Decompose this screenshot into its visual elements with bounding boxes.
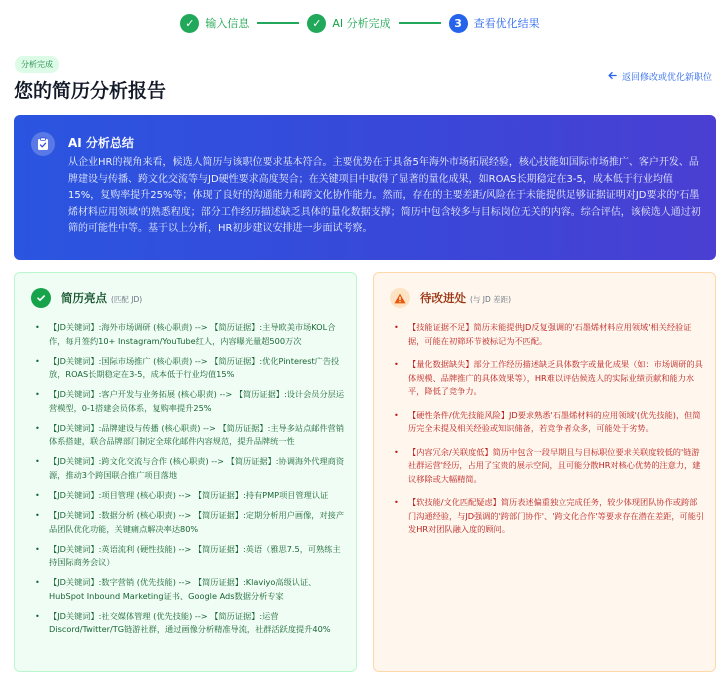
- list-item: • 【JD关键词】:项目管理 (核心职责) --> 【简历证据】:持有PMP项目管理认证: [33, 489, 346, 503]
- list-item: • 【JD关键词】:数字营销 (优先技能) --> 【简历证据】:Klaviyo高级认证、HubSpot Inbound Marketing证书、Google Ads数据分析专家: [33, 576, 346, 603]
- improvements-subtitle: (与 JD 差距): [470, 295, 512, 304]
- warning-icon: [390, 288, 410, 308]
- improvements-list: [392, 321, 705, 547]
- list-item: • 【JD关键词】:跨文化交流与合作 (核心职责) --> 【简历证据】:协调海外代理商资源，推动3个跨国联合推广项目落地: [33, 455, 346, 482]
- check-icon: ✓: [307, 14, 326, 33]
- step-connector: [399, 22, 441, 24]
- list-item: • 【硬性条件/优先技能风险】JD要求熟悉'石墨烯材料的应用领域'(优先技能)，但简历完全未提及相关经验或知识储备，若竞争者众多，可能处于劣势。: [392, 409, 705, 436]
- list-item: • 【JD关键词】:客户开发与业务拓展 (核心职责) --> 【简历证据】:设计会员分层运营模型，0-1搭建会员体系，复购率提升25%: [33, 388, 346, 415]
- step-input-info: [180, 14, 249, 33]
- list-item: • 【JD关键词】:英语流利 (硬性技能) --> 【简历证据】:英语（雅思7.5，可熟练主持国际商务会议）: [33, 543, 346, 570]
- strengths-subtitle: (匹配 JD): [111, 295, 143, 304]
- list-item: • 【技能证据不足】简历未能提供JD反复强调的'石墨烯材料应用领域'相关经验证据，可能在初筛环节被标记为不匹配。: [392, 321, 705, 348]
- list-item: • 【JD关键词】:数据分析 (核心职责) --> 【简历证据】:定期分析用户画像，对接产品团队优化功能，关键痛点解决率达80%: [33, 509, 346, 536]
- check-icon: ✓: [180, 14, 199, 33]
- list-item: • 【量化数据缺失】部分工作经历描述缺乏具体数字或量化成果（如：市场调研的具体规模、品牌推广的具体效果等），HR难以评估候选人的实际业绩贡献和能力水平，降低了竞争力。: [392, 358, 705, 399]
- strengths-list: [33, 321, 346, 643]
- back-link-label: 返回修改或优化新职位: [621, 73, 712, 83]
- clipboard-check-icon: [31, 132, 55, 156]
- step-label: AI 分析完成: [332, 17, 391, 30]
- list-item: • 【JD关键词】:品牌建设与传播 (核心职责) --> 【简历证据】:主导多站点邮件营销体系搭建，联合品牌部门制定全球化邮件内容规范，提升品牌统一性: [33, 422, 346, 449]
- step-label: 输入信息: [205, 17, 250, 30]
- improvements-header: [390, 288, 511, 308]
- arrow-left-icon: [608, 71, 617, 83]
- ai-summary-card: [14, 115, 716, 260]
- list-item: • 【JD关键词】:国际市场推广 (核心职责) --> 【简历证据】:优化Pinterest广告投放，ROAS长期稳定在3-5，成本低于行业均值15%: [33, 355, 346, 382]
- list-item: • 【JD关键词】:社交媒体管理 (优先技能) --> 【简历证据】:运营Discord/Twitter/TG链游社群，通过画像分析精准导流，社群活跃度提升40%: [33, 610, 346, 637]
- progress-stepper: [0, 10, 720, 36]
- strengths-card: [14, 272, 357, 672]
- status-badge: 分析完成: [15, 56, 59, 73]
- summary-title: AI 分析总结: [68, 136, 134, 150]
- list-item: • 【内容冗余/关联度低】简历中包含一段早期且与目标职位要求关联度较低的'链游社群运营'经历，占用了宝贵的展示空间，且可能分散HR对核心优势的注意力，建议移除或大幅精简。: [392, 446, 705, 487]
- step-connector: [257, 22, 299, 24]
- step-label: 查看优化结果: [473, 17, 540, 30]
- improvements-card: [373, 272, 716, 672]
- back-link[interactable]: [608, 70, 712, 83]
- list-item: • 【软技能/文化匹配疑虑】简历表述偏重独立完成任务，较少体现团队协作或跨部门沟通经验，与JD强调的'跨部门协作'、'跨文化合作'等要求存在潜在差距，可能引发HR对团队融入度的顾问。: [392, 496, 705, 537]
- summary-text: 从企业HR的视角来看，候选人简历与该职位要求基本符合。主要优势在于具备5年海外市场拓展经验，核心技能如国际市场推广、客户开发、品牌建设与传播、跨文化交流等与JD硬性要求高度契合；在关键项目中取得了显著的量化成果，如ROAS长期稳定在3-5，成本低于行业均值15%，复购率提升25%等；体现了良好的沟通能力和跨文化协作能力。然而，存在的主要差距/风险在于未能提供足够证据证明对JD要求的'石墨烯材料应用领域'的熟悉程度；部分工作经历描述缺乏具体的量化数据支撑；简历中包含较多与目标岗位无关的内容。综合评估，该候选人通过初筛的可能性中等。基于以上分析，HR初步建议安排进一步面试考察。: [68, 157, 701, 234]
- page-title: 您的简历分析报告: [14, 80, 167, 102]
- step-number: 3: [449, 14, 468, 33]
- step-ai-analysis: [307, 14, 390, 33]
- list-item: • 【JD关键词】:海外市场调研 (核心职责) --> 【简历证据】:主导欧美市场KOL合作，每月签约10+ Instagram/YouTube红人，内容曝光量超500万次: [33, 321, 346, 348]
- step-view-results: [449, 14, 540, 33]
- strengths-title: 简历亮点: [61, 291, 107, 305]
- strengths-header: [31, 288, 142, 308]
- check-circle-icon: [31, 288, 51, 308]
- improvements-title: 待改进处: [420, 291, 466, 305]
